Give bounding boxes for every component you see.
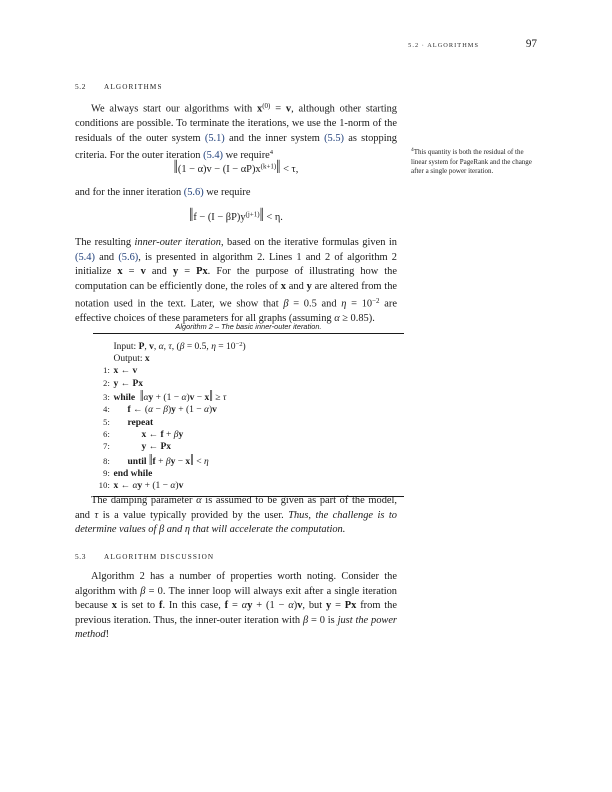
line-content: x ← f + βy <box>141 429 184 440</box>
math-x: x <box>280 280 286 292</box>
text-run: The damping parameter <box>91 495 197 506</box>
text-run: = 10 <box>346 298 373 310</box>
algorithm-output-line <box>93 353 404 365</box>
text-run: are effective choices of these parameters for all graphs (assuming <box>75 298 397 325</box>
line-number: 1: <box>103 366 110 376</box>
algorithm-step <box>93 417 404 429</box>
math-beta: β <box>283 298 289 310</box>
math-v: v <box>297 600 303 612</box>
text-run: ! <box>105 629 110 641</box>
cross-ref-5-4b[interactable]: (5.4) <box>75 251 95 263</box>
footnote-marker[interactable]: 4 <box>269 149 274 157</box>
paragraph-inner-iteration <box>75 186 397 201</box>
text-run: is assumed to be given as part of the model, and <box>75 495 397 521</box>
text-run: is a value typically provided by the user. <box>98 509 289 521</box>
text-run: , is presented in algorithm 2. Lines 1 and 2 of algorithm 2 initialize <box>75 251 397 278</box>
text-run: we require <box>203 187 251 198</box>
cross-ref-5-6b[interactable]: (5.6) <box>118 251 139 263</box>
margin-note-text: This quantity is both the residual of the linear system for PageRank and the change after a single power iteration. <box>411 148 532 176</box>
algorithm-input-value: P, v, α, τ, (β = 0.5, $\eta = 10^{-2}$) <box>138 340 246 352</box>
text-run: = <box>331 600 345 612</box>
algorithm-step <box>93 365 404 377</box>
section-number: 5.3 <box>75 552 87 561</box>
line-content: x ← v <box>113 366 138 377</box>
math-beta: β <box>302 614 309 626</box>
math-v: v <box>285 103 292 115</box>
math-y: y <box>306 280 312 292</box>
line-number: 2: <box>103 378 110 388</box>
line-content: y ← Px <box>113 378 144 389</box>
text-run: we require <box>223 150 270 162</box>
text-run: from the previous iteration. Thus, the inner-outer iteration with <box>75 600 397 626</box>
equation-relation: < η. <box>263 212 283 223</box>
page-number: 97 <box>525 38 537 50</box>
paragraph-damping-parameter <box>75 494 397 538</box>
cross-ref-5-4[interactable]: (5.4) <box>203 150 224 162</box>
algorithm-input <box>93 339 246 353</box>
line-content: y ← Px <box>141 442 172 453</box>
math-v: v <box>140 266 146 278</box>
equation-outer-residual <box>75 157 397 178</box>
line-number: 8: <box>103 456 110 466</box>
math-px: Px <box>344 600 357 612</box>
text-run: , although other starting conditions are possible. To terminate the iterations, we use the 1-norm of the residuals of the outer system <box>75 103 397 144</box>
text-run: and for the inner iteration <box>75 187 184 198</box>
algorithm-caption: Algorithm 2 – The basic inner-outer iteration. <box>175 322 322 331</box>
line-number: 6: <box>103 429 110 439</box>
math-exponent: −2 <box>372 297 380 306</box>
section-title: ALGORITHMS <box>104 83 163 91</box>
equation-relation: < τ, <box>280 164 299 175</box>
text-run: , based on the iterative formulas given in <box>220 237 397 248</box>
text-run: and <box>94 251 119 263</box>
text-run: are altered from the notation used in the text. Later, we show that <box>75 280 397 310</box>
equation-superscript: (k+1) <box>260 162 277 171</box>
text-run: We always start our algorithms with <box>91 103 257 115</box>
term-inner-outer-iteration: inner-outer iteration <box>134 237 221 248</box>
text-run: , but <box>302 600 326 612</box>
algorithm-input-label: Input: <box>113 341 137 352</box>
algorithm-step <box>93 468 404 480</box>
section-heading-5-2 <box>75 82 397 91</box>
section-title: ALGORITHM DISCUSSION <box>104 553 215 561</box>
line-content: f ← (α − β)y + (1 − α)v <box>127 405 217 416</box>
math-alpha: α <box>288 600 294 612</box>
norm-bar-open: ‖ <box>173 157 178 178</box>
algorithm-step <box>93 386 404 405</box>
line-content: until ‖f + βy − x‖ < η <box>127 449 209 468</box>
math-x0: x <box>257 103 263 115</box>
text-run: = <box>228 600 242 612</box>
math-eta: η <box>341 298 347 310</box>
text-run: ≥ 0.85). <box>339 313 375 325</box>
line-number: 7: <box>103 442 110 452</box>
text-run: and <box>285 280 307 292</box>
algorithm-output <box>93 353 150 365</box>
math-f: f <box>158 600 163 612</box>
algorithm-step <box>93 404 404 416</box>
math-tau: τ <box>94 509 99 521</box>
algorithm-step <box>93 449 404 468</box>
emphasis-power-method: just the power method <box>75 614 397 641</box>
line-number: 3: <box>103 393 110 403</box>
math-beta: β <box>140 585 146 597</box>
math-f: f <box>224 600 229 612</box>
cross-ref-5-5[interactable]: (5.5) <box>324 132 344 144</box>
margin-note-footnote-4 <box>411 146 537 177</box>
equation-inner-residual <box>75 205 397 226</box>
section-number: 5.2 <box>75 82 87 91</box>
text-run: . For the purpose of illustrating how the computation can be efficiently done, the roles of <box>75 266 397 292</box>
equation-body: (1 − α)v − (I − αP)x <box>177 164 261 175</box>
text-run: The resulting <box>75 237 135 248</box>
math-y: y <box>326 600 332 612</box>
text-run: as stopping criteria. For the outer iteration <box>75 132 397 162</box>
algorithm-step <box>93 441 404 453</box>
line-content: x ← αy + (1 − α)v <box>113 481 184 492</box>
math-y: y <box>172 266 179 278</box>
text-run: . In this case, <box>162 600 225 612</box>
algorithm-input-line <box>93 339 404 353</box>
algorithm-output-value: x <box>144 354 150 365</box>
paragraph-algorithm-properties <box>75 570 397 643</box>
running-head <box>75 38 537 50</box>
emphasis-challenge: Thus, the challenge is to determine values of β and η that will accelerate the computation. <box>75 509 397 536</box>
text-run: = <box>178 266 197 278</box>
text-run: = 0.5 and <box>288 298 342 310</box>
algorithm-output-label: Output: <box>113 354 143 365</box>
text-run: and the inner system <box>224 132 325 144</box>
text-run: Algorithm 2 has a number of properties worth noting. Consider the algorithm with <box>75 571 397 597</box>
text-run: = <box>122 266 141 278</box>
text-run: and <box>145 266 173 278</box>
paragraph-intro <box>75 99 397 164</box>
running-head-title: 5.2 · ALGORITHMS <box>408 42 479 49</box>
math-x: x <box>117 266 123 278</box>
text-run: = <box>270 103 286 115</box>
math-alpha: α <box>196 495 202 506</box>
norm-bar-close: ‖ <box>276 157 281 178</box>
norm-bar-close: ‖ <box>259 205 264 226</box>
equation-superscript: (j+1) <box>245 210 260 219</box>
text-run: ) <box>293 600 298 612</box>
text-run: + (1 − <box>252 600 289 612</box>
equation-body: f − (I − βP)y <box>193 212 246 223</box>
algorithm-step <box>93 429 404 441</box>
cross-ref-5-1[interactable]: (5.1) <box>204 132 225 144</box>
norm-bar-open: ‖ <box>189 205 194 226</box>
paragraph-resulting-iteration <box>75 236 397 327</box>
line-content: end while <box>113 468 153 479</box>
cross-ref-5-6[interactable]: (5.6) <box>183 187 204 198</box>
line-number: 5: <box>103 417 110 427</box>
text-run: is set to <box>116 600 159 612</box>
section-heading-5-3 <box>75 552 397 561</box>
text-run: = 0 is <box>308 614 338 626</box>
math-alpha-y: αy <box>241 600 253 612</box>
math-alpha: α <box>334 313 340 325</box>
algorithm-block <box>93 322 404 497</box>
line-content: while ‖αy + (1 − α)v − x‖ ≥ τ <box>113 386 227 405</box>
algorithm-step <box>93 480 404 492</box>
line-number: 4: <box>103 405 110 415</box>
algorithm-body <box>93 334 404 496</box>
line-number: 9: <box>103 468 110 478</box>
margin-note-marker: 4 <box>411 147 414 153</box>
line-number: 10: <box>98 481 110 491</box>
line-content: repeat <box>127 417 154 428</box>
math-px: Px <box>196 266 208 278</box>
math-x: x <box>111 600 117 612</box>
text-run: = 0. The inner loop will always exit after a single iteration because <box>75 585 397 612</box>
math-superscript: (0) <box>262 102 271 110</box>
